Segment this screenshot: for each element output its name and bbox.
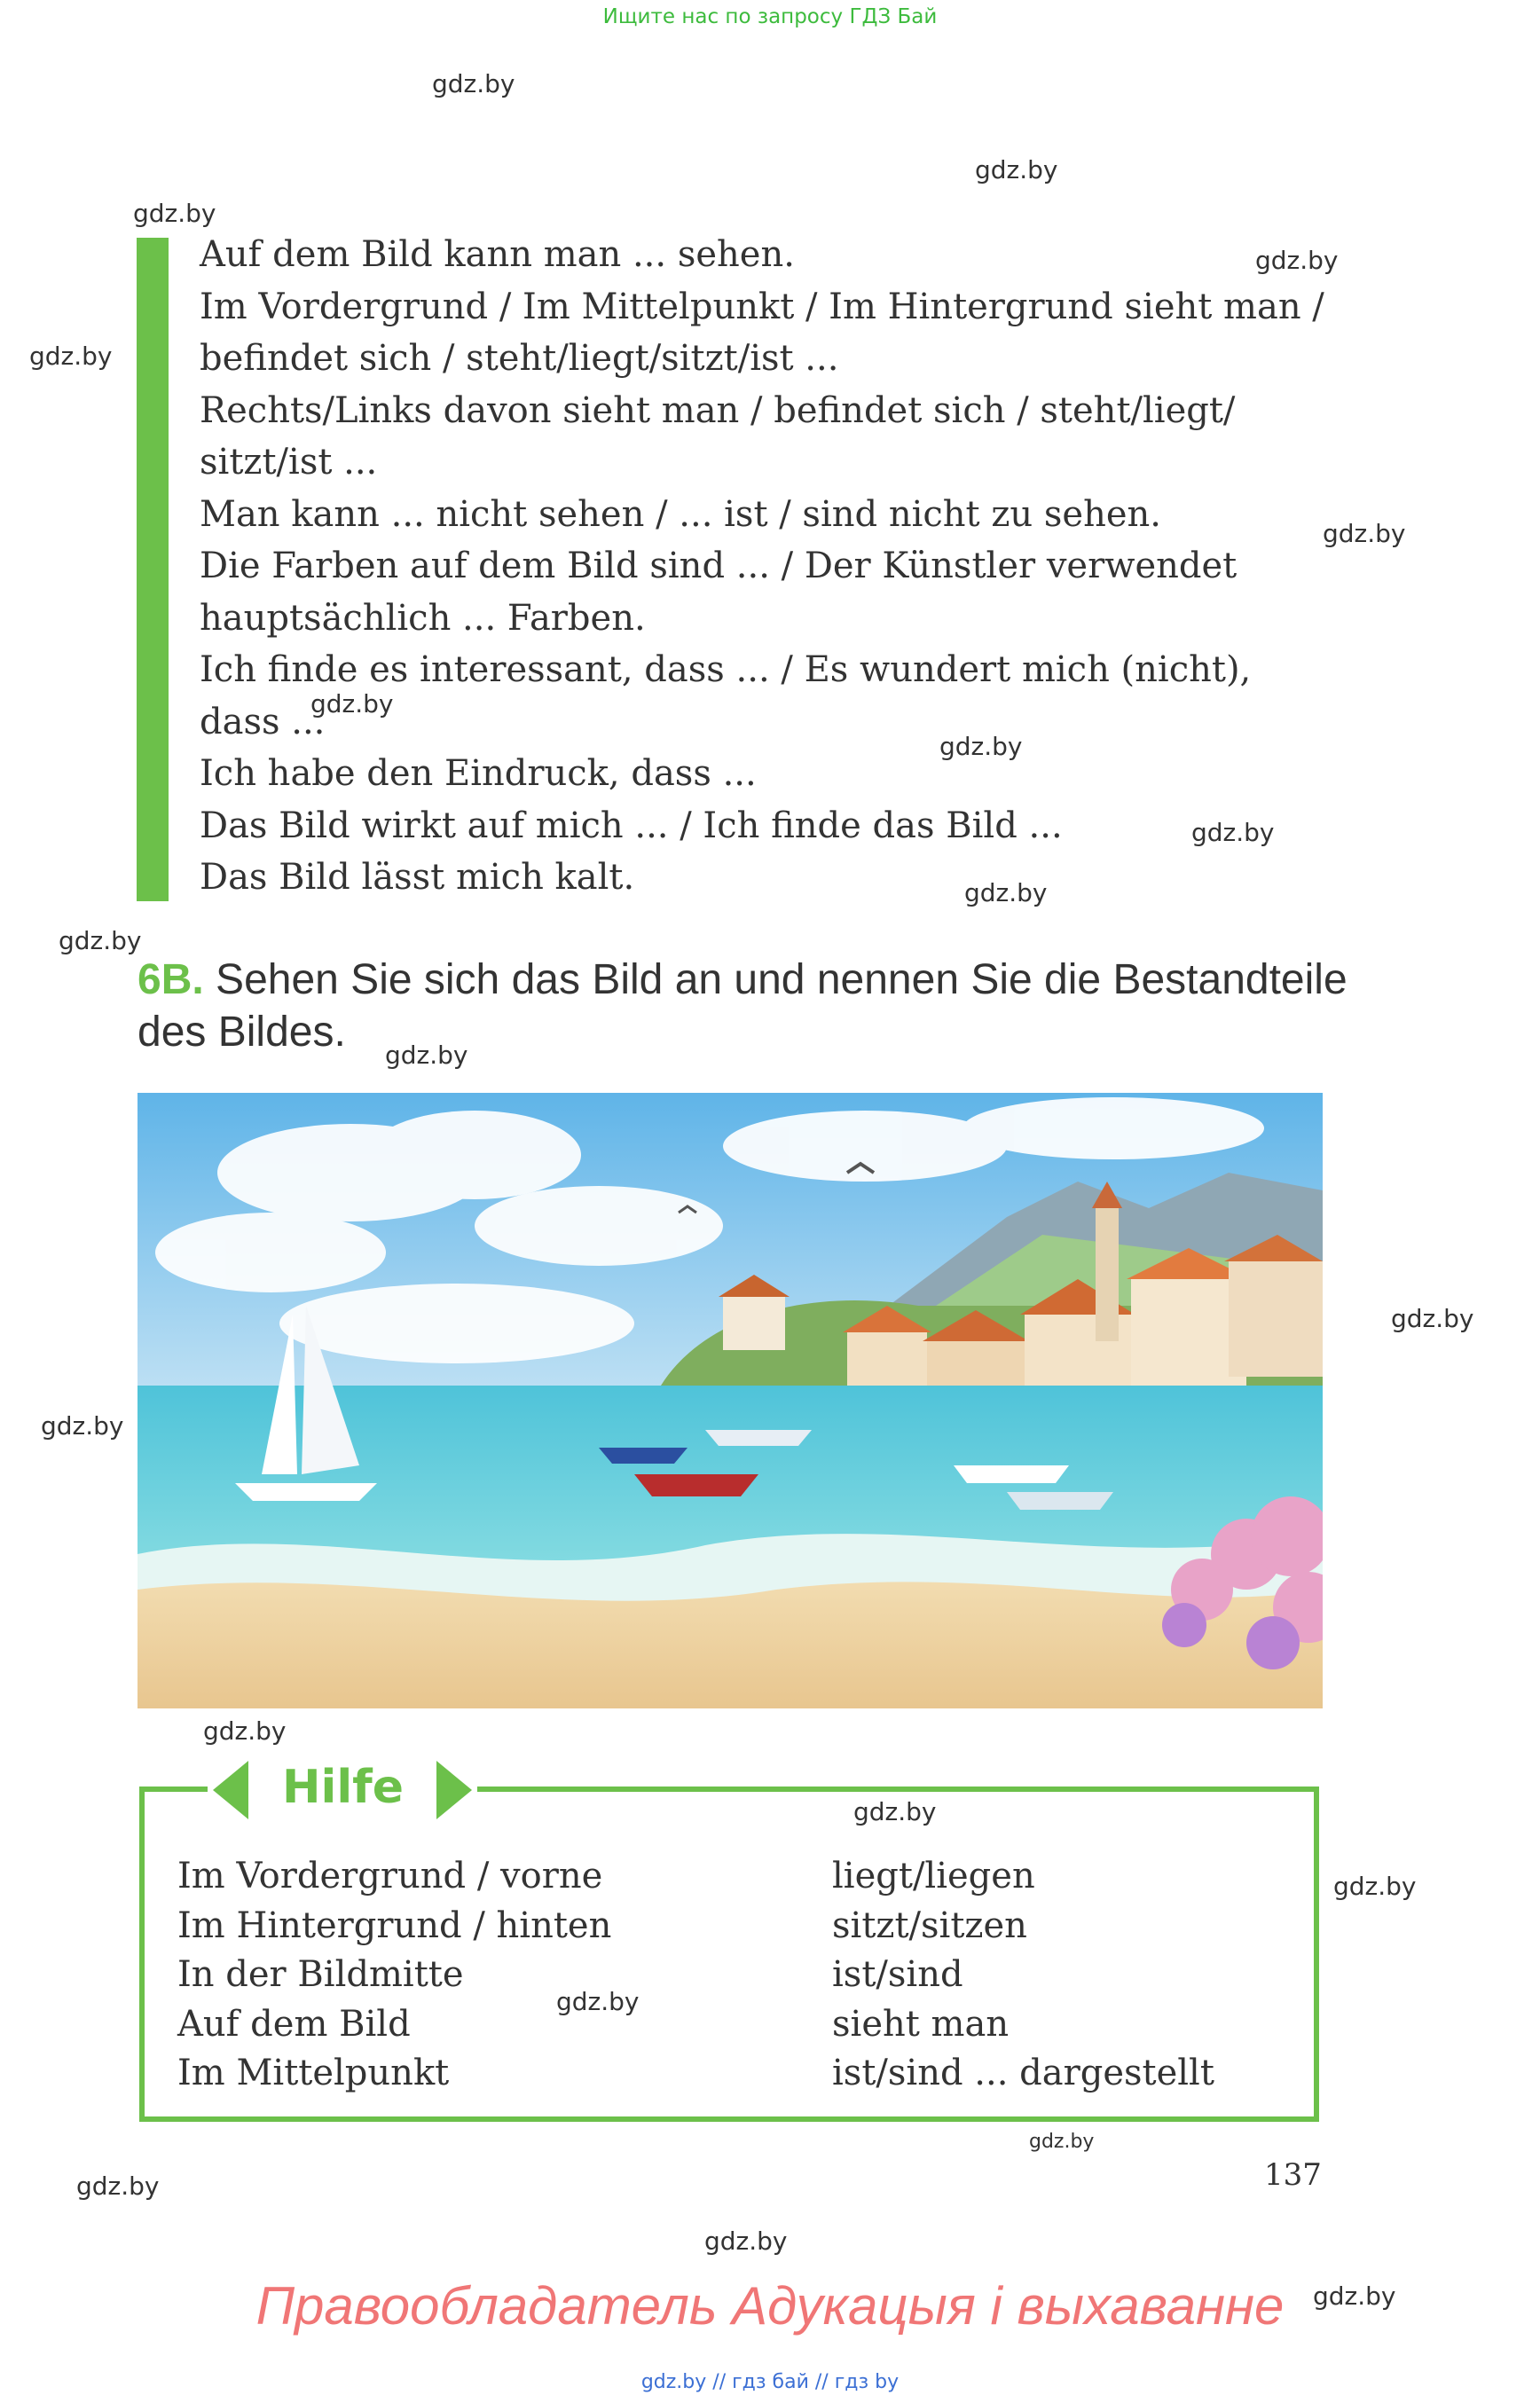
watermark: gdz.by <box>59 926 142 955</box>
watermark: gdz.by <box>133 199 216 228</box>
phrase-line: Die Farben auf dem Bild sind ... / Der Künstler verwendet <box>200 546 1238 586</box>
watermark: gdz.by <box>1191 818 1275 847</box>
watermark: gdz.by <box>385 1041 468 1070</box>
phrase-line: Das Bild wirkt auf mich ... / Ich finde das Bild ... <box>200 805 1063 846</box>
hilfe-left-item: In der Bildmitte <box>177 1954 464 1995</box>
phrase-line: Ich finde es interessant, dass ... / Es wundert mich (nicht), <box>200 649 1252 690</box>
hilfe-left-item: Im Hintergrund / hinten <box>177 1904 612 1946</box>
watermark: gdz.by <box>1255 246 1339 275</box>
watermark: gdz.by <box>1391 1304 1474 1333</box>
hilfe-right-item: ist/sind <box>832 1954 963 1995</box>
phrase-line: sitzt/ist ... <box>200 442 378 483</box>
hilfe-right-item: liegt/liegen <box>832 1856 1035 1896</box>
phrase-line: Ich habe den Eindruck, dass ... <box>200 753 757 794</box>
hilfe-right-item: sitzt/sitzen <box>832 1904 1027 1946</box>
hilfe-left-item: Im Vordergrund / vorne <box>177 1856 603 1896</box>
watermark: gdz.by <box>556 1987 640 2016</box>
hilfe-left-item: Auf dem Bild <box>177 2003 411 2045</box>
watermark: gdz.by <box>1029 2131 1095 2153</box>
watermark: gdz.by <box>939 732 1023 761</box>
phrase-block-bar <box>137 238 169 901</box>
hilfe-right-item: sieht man <box>832 2003 1010 2045</box>
phrase-line: Rechts/Links davon sieht man / befindet sich / steht/liegt/ <box>200 389 1236 431</box>
triangle-right-icon <box>436 1761 472 1819</box>
watermark: gdz.by <box>41 1411 124 1441</box>
watermark: gdz.by <box>704 2226 788 2256</box>
page-number: 137 <box>1264 2157 1322 2193</box>
top-banner[interactable]: Ищите нас по запросу ГДЗ Бай <box>602 5 938 28</box>
phrase-line: dass ... <box>200 701 326 742</box>
task-number: 6B. <box>138 956 204 1003</box>
watermark: gdz.by <box>29 342 113 371</box>
hilfe-right-column <box>832 1852 1214 2099</box>
hilfe-left-item: Im Mittelpunkt <box>177 2053 450 2093</box>
triangle-left-icon <box>213 1761 248 1819</box>
watermark: gdz.by <box>1313 2281 1396 2311</box>
task-heading <box>138 954 1379 1058</box>
watermark: gdz.by <box>310 689 394 719</box>
watermark: gdz.by <box>203 1716 287 1746</box>
watermark: gdz.by <box>1323 519 1406 548</box>
task-text-line2: des Bildes. <box>138 1009 346 1056</box>
watermark: gdz.by <box>432 69 515 98</box>
phrase-line: befindet sich / steht/liegt/sitzt/ist ... <box>200 338 839 379</box>
watermark: gdz.by <box>1333 1872 1417 1901</box>
phrase-line: Im Vordergrund / Im Mittelpunkt / Im Hintergrund sieht man / <box>200 286 1324 327</box>
phrase-line: hauptsächlich ... Farben. <box>200 597 646 639</box>
hilfe-title: Hilfe <box>282 1761 405 1814</box>
seaside-illustration <box>138 1093 1323 1708</box>
phrase-line: Das Bild lässt mich kalt. <box>200 857 635 898</box>
copyright-notice: Правообладатель Адукацыя і выхаванне <box>255 2276 1285 2336</box>
phrase-list <box>200 229 1371 904</box>
watermark: gdz.by <box>853 1797 937 1826</box>
phrase-line: Auf dem Bild kann man ... sehen. <box>200 234 795 275</box>
footer-links[interactable]: gdz.by // гдз бай // гдз by <box>640 2371 900 2393</box>
watermark: gdz.by <box>76 2171 160 2201</box>
watermark: gdz.by <box>975 155 1058 185</box>
phrase-line: Man kann ... nicht sehen / ... ist / sind nicht zu sehen. <box>200 493 1162 535</box>
task-text-line1: Sehen Sie sich das Bild an und nennen Sie die Bestandteile <box>216 956 1348 1003</box>
watermark: gdz.by <box>964 878 1048 907</box>
hilfe-left-column <box>177 1852 611 2099</box>
hilfe-right-item: ist/sind ... dargestellt <box>832 2053 1214 2093</box>
